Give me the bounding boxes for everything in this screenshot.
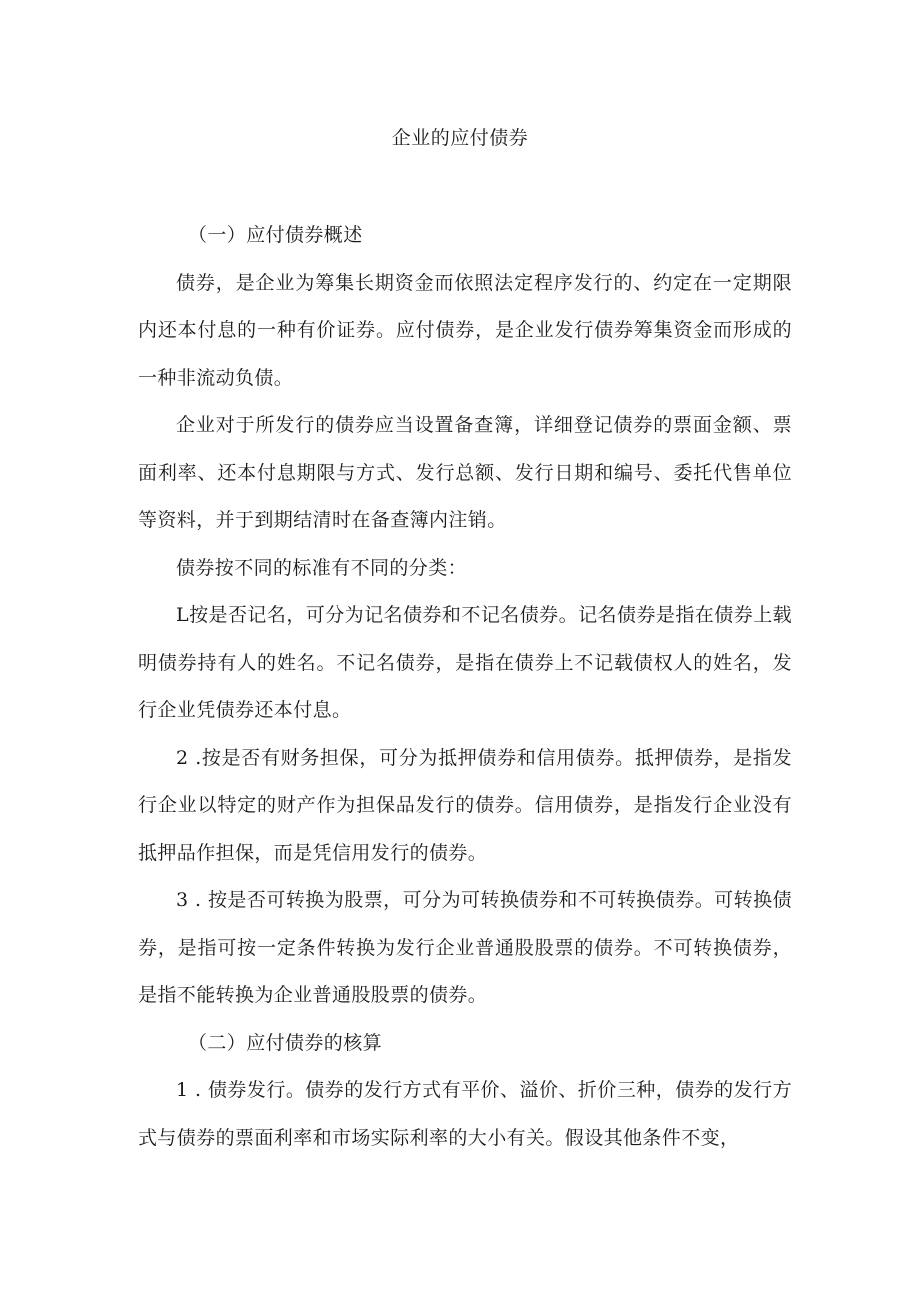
paragraph-bond-issuance: 1 . 债券发行。债券的发行方式有平价、溢价、折价三种，债券的发行方式与债券的票面利率和市场实际利率的大小有关。假设其他条件不变， bbox=[138, 1079, 792, 1149]
document-body bbox=[138, 212, 792, 1162]
paragraph-bond-definition: 债券，是企业为筹集长期资金而依照法定程序发行的、约定在一定期限内还本付息的一种有价证券。应付债券，是企业发行债券筹集资金而形成的一种非流动负债。 bbox=[138, 271, 792, 389]
document-title: 企业的应付债券 bbox=[391, 127, 529, 149]
paragraph-classification-intro: 债券按不同的标准有不同的分类： bbox=[176, 556, 468, 579]
section-heading-overview: （一）应付债券概述 bbox=[188, 224, 363, 246]
paragraph-registered-bonds: L按是否记名，可分为记名债券和不记名债券。记名债券是指在债券上载明债券持有人的姓名。不记名债券，是指在债券上不记载债权人的姓名，发行企业凭债券还本付息。 bbox=[138, 604, 792, 721]
section-heading-accounting: （二）应付债券的核算 bbox=[188, 1031, 383, 1054]
paragraph-secured-bonds: 2 .按是否有财务担保，可分为抵押债券和信用债券。抵押债券，是指发行企业以特定的财产作为担保品发行的债券。信用债券，是指发行企业没有抵押品作担保，而是凭信用发行的债券。 bbox=[138, 746, 792, 864]
paragraph-register-book: 企业对于所发行的债券应当设置备查簿，详细登记债券的票面金额、票面利率、还本付息期限与方式、发行总额、发行日期和编号、委托代售单位等资料，并于到期结清时在备查簿内注销。 bbox=[138, 414, 792, 531]
paragraph-convertible-bonds: 3 . 按是否可转换为股票，可分为可转换债券和不可转换债券。可转换债券，是指可按一定条件转换为发行企业普通股股票的债券。不可转换债券，是指不能转换为企业普通股股票的债券。 bbox=[138, 889, 792, 1006]
